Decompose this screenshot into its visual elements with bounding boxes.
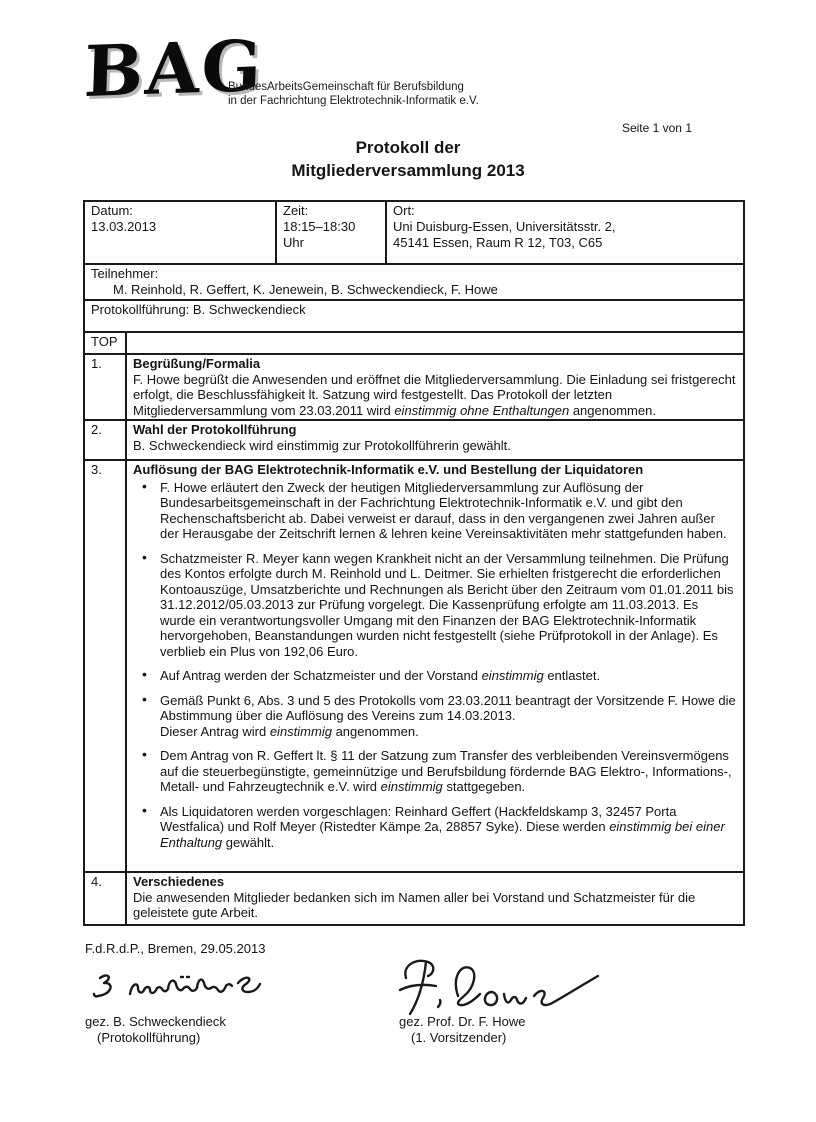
bullet-item [133,748,737,795]
row-text [133,438,737,454]
protokoll-value: Protokollführung: B. Schweckendieck [91,302,306,317]
bullet-item [133,668,737,684]
tagline-line2: in der Fachrichtung Elektrotechnik-Informatik e.V. [228,95,479,107]
teilnehmer-cell [84,264,744,300]
text-segment: angenommen. [331,723,419,739]
row-text [133,372,737,419]
bullet-item [133,551,737,660]
top-header-empty [126,332,744,354]
row-number: 1. [84,354,126,420]
zeit-label: Zeit: [283,203,309,218]
zeit-value: 18:15–18:30 Uhr [283,219,356,250]
row-title: Auflösung der BAG Elektrotechnik-Informatik e.V. und Bestellung der Liquidatoren [133,462,644,477]
datum-label: Datum: [91,203,133,218]
text-segment: Auf Antrag werden der Schatzmeister und der Vorstand [160,668,482,683]
ort-cell [386,201,744,264]
text-segment: Dem Antrag von R. Geffert lt. § 11 der Satzung zum Transfer des verbleibenden Vereinsvermögens auf die steuerbegünstigte, gemeinnützige und Berufsbildung fördernde BAG Elektro-, Informations-, Metall- und Fahrzeugtechnik e.V. wird [160,748,732,794]
signature-label-left [85,1014,226,1046]
meta-row-teilnehmer [84,264,744,300]
protokoll-cell [84,300,744,332]
ort-value-line2: 45141 Essen, Raum R 12, T03, C65 [393,235,603,250]
signature-schweckendieck [86,970,291,1012]
row-number: 3. [84,460,126,872]
row-content [126,420,744,460]
row-title: Verschiedenes [133,874,225,889]
page-number: Seite 1 von 1 [621,121,692,135]
text-segment: entlastet. [543,668,601,683]
agenda-header-row [84,332,744,354]
tagline-line1: BundesArbeitsGemeinschaft für Berufsbildung [228,81,464,93]
bullet-item [133,804,737,851]
agenda-row-3 [84,460,744,872]
ort-value-line1: Uni Duisburg-Essen, Universitätsstr. 2, [393,219,616,234]
agenda-row-4 [84,872,744,925]
text-segment: F. Howe erläutert den Zweck der heutigen Mitgliederversammlung zur Auflösung der Bundesarbeitsgemeinschaft in der Fachrichtung Elektrotechnik-Informatik e.V. und gibt den Rechenschaftsbericht ab. Dabei verweist er darauf, dass in den vergangenen zwei Jahren außer der Herausgabe der Zeitschrift lernen & lehren keine Vereinsaktivitäten mehr stattgefunden haben. [160,479,727,541]
bullet-item [133,480,737,542]
teilnehmer-value: M. Reinhold, R. Geffert, K. Jenewein, B. Schweckendieck, F. Howe [113,282,498,297]
bullet-list [133,480,737,851]
bag-logo: BAG [82,23,265,114]
row-content [126,460,744,872]
row-title: Begrüßung/Formalia [133,356,261,371]
text-segment-italic: einstimmig [269,723,332,739]
title-line1: Protokoll der [355,138,461,157]
signer-role: (Protokollführung) [97,1030,201,1045]
agenda-table [83,331,745,926]
text-segment: angenommen. [569,402,656,418]
teilnehmer-label: Teilnehmer: [91,266,159,281]
agenda-row-2 [84,420,744,460]
text-segment: stattgegeben. [442,779,526,794]
text-segment: Schatzmeister R. Meyer kann wegen Krankheit nicht an der Versammlung teilnehmen. Die Prüfung des Kontos erfolgte durch M. Reinhold und L. Deitmer. Sie erhielten fristgerecht die erforderlichen Kontoauszüge, Umsatzberichte und Rechnungen als Bericht über den Zeitraum vom 01.01.2011 bis 31.12.2012/05.03.2013 zur Prüfung vorgelegt. Die Kassenprüfung erfolgte am 11.03.2013. Es wurde ein verantwortungsvoller Umgang mit den Finanzen der BAG Elektrotechnik-Informatik hervorgehoben, Beanstandungen wurden nicht festgestellt (siehe Prüfprotokoll in der Anlage). Es verblieb ein Plus von 192,06 Euro. [160,550,734,659]
signer-name: gez. B. Schweckendieck [85,1014,226,1029]
signature-label-right [399,1014,525,1046]
text-line [160,693,737,724]
meta-row-datetime [84,201,744,264]
row-content [126,872,744,925]
signer-role: (1. Vorsitzender) [411,1030,507,1045]
text-segment: B. Schweckendieck wird einstimmig zur Protokollführerin gewählt. [133,437,511,453]
text-segment: Als Liquidatoren werden vorgeschlagen: Reinhard Geffert (Hackfeldskamp 3, 32457 Porta Westfalica) und Rolf Meyer (Ristedter Kämpe 2a, 28857 Syke). Diese werden [160,803,677,834]
signer-name: gez. Prof. Dr. F. Howe [399,1014,526,1029]
top-header-label: TOP [84,332,126,354]
text-segment-italic: einstimmig [380,779,443,794]
agenda-row-1 [84,354,744,420]
row-number: 2. [84,420,126,460]
datum-cell [84,201,276,264]
ort-label: Ort: [393,203,415,218]
row-number: 4. [84,872,126,925]
meta-row-protokoll [84,300,744,332]
datum-value: 13.03.2013 [91,219,157,234]
text-segment: F. Howe begrüßt die Anwesenden und eröffnet die Mitgliederversammlung. Die Einladung sei fristgerecht erfolgt, die Beschlussfähigkeit lt. Satzung wird festgestellt. Das Protokoll der letzten Mitgliederversammlung vom 23.03.2011 wird [133,371,736,418]
row-text [133,890,737,921]
text-segment: Die anwesenden Mitglieder bedanken sich im Namen aller bei Vorstand und Schatzmeister für die geleistete gute Arbeit. [133,889,696,920]
text-line [160,724,737,740]
text-segment: Dieser Antrag wird [160,723,270,739]
text-segment-italic: einstimmig ohne Enthaltungen [394,402,570,418]
title-line2: Mitgliederversammlung 2013 [291,161,525,180]
zeit-cell [276,201,386,264]
text-segment: Gemäß Punkt 6, Abs. 3 und 5 des Protokolls vom 23.03.2011 beantragt der Vorsitzende F. Howe die Abstimmung über die Auflösung des Vereins zum 14.03.2013. [160,692,736,723]
bullet-item [133,693,737,740]
closing-line: F.d.R.d.P., Bremen, 29.05.2013 [85,941,266,956]
text-segment-italic: einstimmig [481,668,544,683]
page-title [0,136,816,182]
row-title: Wahl der Protokollführung [133,422,297,437]
row-content [126,354,744,420]
meeting-info-table [83,200,745,333]
text-segment: gewählt. [222,834,275,850]
logo-tagline [228,80,479,108]
text-segment-italic: einstimmig bei einer Enthaltung [160,819,725,850]
